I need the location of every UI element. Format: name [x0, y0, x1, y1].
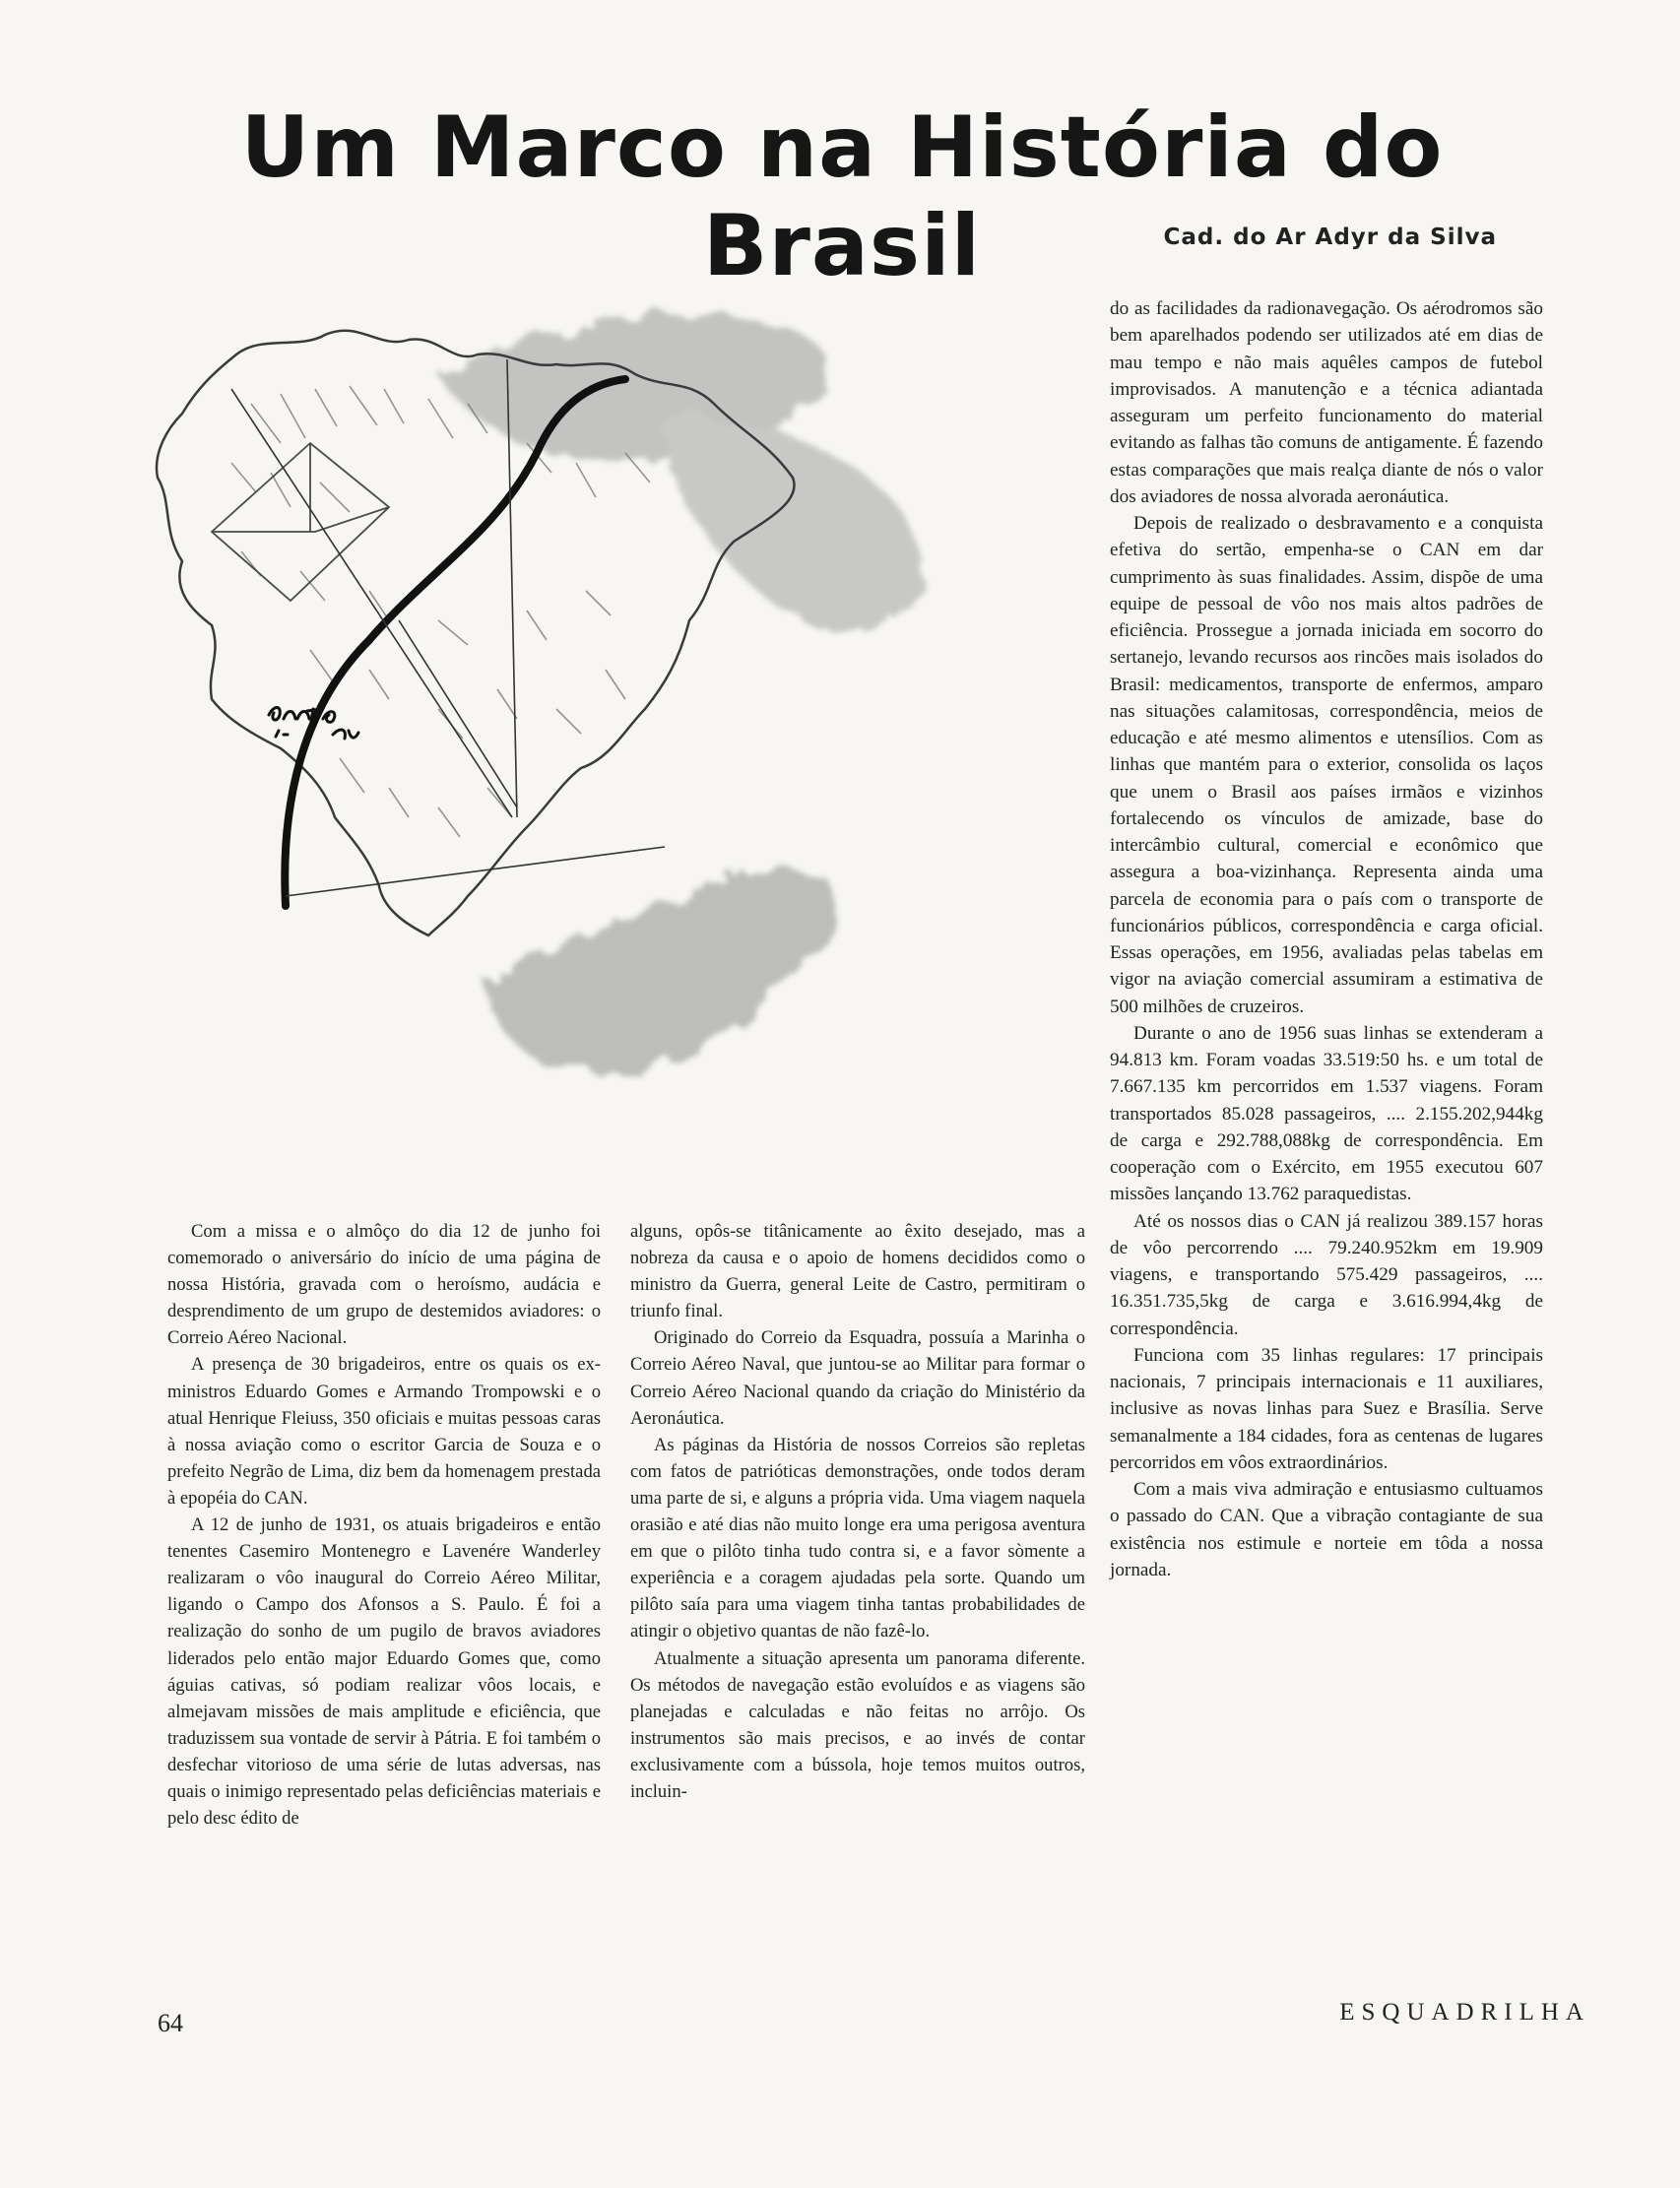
article-title: Um Marco na História do Brasil: [240, 98, 1444, 295]
paragraph: Depois de realizado o desbravamento e a conquista efetiva do sertão, empenha-se o CAN em dar cumprimento às suas finalidades. Assim, dispõe de uma equipe de pessoal de vôo nos mais altos padrões de eficiência. Prossegue a jornada iniciada em socorro do sertanejo, levando recursos aos rincões mais isolados do Brasil: medicamentos, transporte de enfermos, amparo nas situações calamitosas, correspondência, meios de educação e até mesmo alimentos e utensílios. Com as linhas que mantém para o exterior, consolida os laços que unem o Brasil aos países irmãos e vizinhos fortalecendo os vínculos de amizade, base do intercâmbio cultural, comercial e econômico que assegura a boa-vizinhança. Representa ainda uma parcela de economia para o país com o transporte de funcionários públicos, correspondência e carga oficial. Essas operações, em 1956, avaliadas pelas tabelas em vigor na aviação comercial assumiram a estimativa de 500 milhões de cruzeiros.: [1110, 513, 1543, 1017]
artist-signature: [264, 697, 372, 756]
magazine-name: ESQUADRILHA: [1339, 1999, 1590, 2026]
paragraph: A 12 de junho de 1931, os atuais brigadeiros e então tenentes Casemiro Montenegro e Lavenére Wanderley realizaram o vôo inaugural do Correio Aéreo Militar, ligando o Campo dos Afonsos a S. Paulo. É foi a realização do sonho de um pugilo de bravos aviadores liderados pelo então major Eduardo Gomes que, como águias cativas, só podiam realizar vôos locais, e almejavam missões de mais amplitude e eficiência, que traduzissem sua vontade de servir à Pátria. E foi também o desfechar vitorioso de uma série de lutas adversas, nas quais o inimigo representado pelas deficiências materiais e pelo desc édito de: [167, 1514, 601, 1830]
paragraph: alguns, opôs-se titânicamente ao êxito desejado, mas a nobreza da causa e o apoio de homens decididos como o ministro da Guerra, general Leite de Castro, permitiram o triunfo final.: [630, 1221, 1085, 1322]
paragraph: Funciona com 35 linhas regulares: 17 principais nacionais, 7 principais internacionais e 11 auxiliares, inclusive as novas linhas para Suez e Brasília. Serve semanalmente a 184 cidades, fora as centenas de lugares percorridos em vôos extraordinários.: [1110, 1344, 1543, 1473]
text-column-left: [167, 1218, 601, 1832]
paragraph: Originado do Correio da Esquadra, possuía a Marinha o Correio Aéreo Naval, que juntou-se ao Militar para formar o Correio Aéreo Nacional quando da criação do Ministério da Aeronáutica.: [630, 1327, 1085, 1429]
map-of-brazil-icon: [113, 295, 1073, 1182]
paragraph: A presença de 30 brigadeiros, entre os quais os ex-ministros Eduardo Gomes e Armando Trompowski e o atual Henrique Fleiuss, 350 oficiais e muitas pessoas caras à nossa aviação como o escritor Garcia de Souza e o prefeito Negrão de Lima, diz bem da homenagem prestada à epopéia do CAN.: [167, 1354, 601, 1509]
paragraph: do as facilidades da radionavegação. Os aérodromos são bem aparelhados podendo ser utilizados até em dias de mau tempo e não mais aquêles campos de futebol improvisados. A manutenção e a técnica adiantada asseguram um perfeito funcionamento do material evitando as falhas tão comuns de antigamente. É fazendo estas comparações que mais realça diante de nós o valor dos aviadores de nossa alvorada aeronáutica.: [1110, 298, 1543, 507]
paragraph: As páginas da História de nossos Correios são repletas com fatos de patrióticas demonstrações, onde todos deram uma parte de si, e alguns a própria vida. Uma viagem naquela orasião e até dias não muito longe era uma perigosa aventura em que o pilôto tinha tudo contra si, e a favor sòmente a experiência e a coragem ajudadas pela sorte. Quando um pilôto saía para uma viagem tinha tantas probabilidades de atingir o objetivo quantas de não fazê-lo.: [630, 1434, 1085, 1642]
article-author: Cad. do Ar Adyr da Silva: [1163, 225, 1497, 250]
text-column-middle: [630, 1218, 1085, 1805]
text-column-right: [1110, 295, 1543, 1583]
paragraph: Até os nossos dias o CAN já realizou 389.157 horas de vôo percorrendo .... 79.240.952km em 19.909 viagens, e transportando 575.429 passageiros, .... 16.351.735,5kg de carga e 3.616.994,4kg de correspondência.: [1110, 1210, 1543, 1339]
paragraph: Durante o ano de 1956 suas linhas se extenderam a 94.813 km. Foram voadas 33.519:50 hs. e um total de 7.667.135 km percorridos em 1.537 viagens. Foram transportados 85.028 passageiros, .... 2.155.202,944kg de carga e 292.788,088kg de correspondência. Em cooperação com o Exército, em 1955 executou 607 missões lançando 13.762 paraquedistas.: [1110, 1022, 1543, 1205]
paragraph: Atualmente a situação apresenta um panorama diferente. Os métodos de navegação estão evoluídos e as viagens são planejadas e calculadas e não feitas no arrôjo. Os instrumentos são mais precisos, e ao invés de contar exclusivamente com a bússola, hoje temos muitos outros, incluin-: [630, 1647, 1085, 1802]
paragraph: Com a mais viva admiração e entusiasmo cultuamos o passado do CAN. Que a vibração contagiante de sua existência nos estimule e norteie em tôda a nossa jornada.: [1110, 1479, 1543, 1580]
page-number: 64: [158, 2009, 183, 2037]
paragraph: Com a missa e o almôço do dia 12 de junho foi comemorado o aniversário do início de uma página de nossa História, gravada com o heroísmo, audácia e desprendimento de um grupo de destemidos aviadores: o Correio Aéreo Nacional.: [167, 1221, 601, 1349]
